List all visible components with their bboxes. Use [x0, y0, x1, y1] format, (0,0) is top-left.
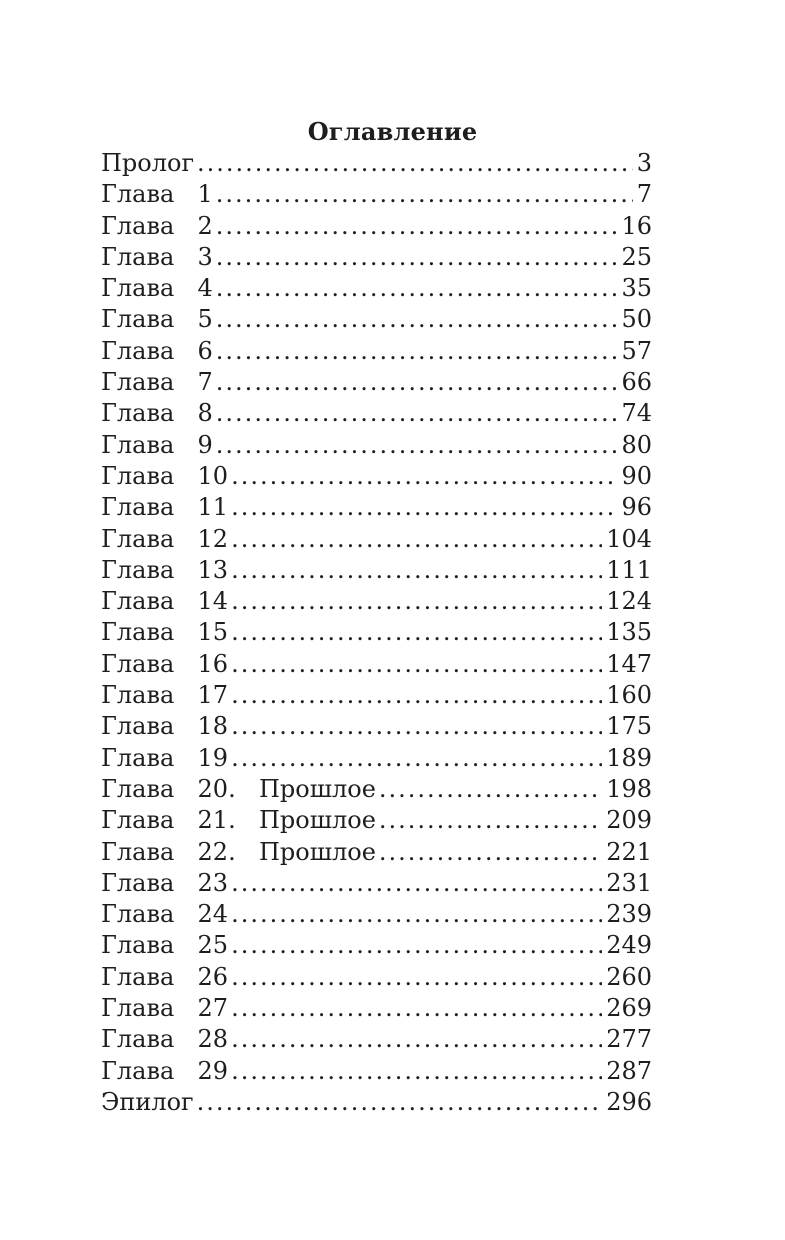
toc-entry-page-number: 57 [621, 336, 652, 365]
toc-entry-page-number: 90 [621, 461, 652, 490]
toc-entry [101, 743, 652, 774]
toc-entry-page-number: 124 [606, 587, 652, 616]
dot-leader [197, 148, 633, 179]
toc-entry [101, 1087, 652, 1118]
toc-entry-page-number: 160 [606, 681, 652, 710]
toc-entry-title: Глава 17 [101, 681, 229, 710]
toc-entry-page-number: 287 [606, 1056, 652, 1085]
dot-leader [231, 711, 602, 742]
toc-entry-page-number: 74 [621, 399, 652, 428]
toc-entry-page-number: 80 [621, 430, 652, 459]
toc-entry-page-number: 249 [606, 931, 652, 960]
dot-leader [216, 211, 618, 242]
toc-entry-title: Глава 16 [101, 649, 229, 678]
toc-entry [101, 336, 652, 367]
toc-entry-title: Глава 6 [101, 336, 213, 365]
dot-leader [231, 492, 617, 523]
toc-entry [101, 774, 652, 805]
toc-entry-page-number: 175 [606, 712, 652, 741]
toc-entry-title: Глава 2 [101, 211, 213, 240]
dot-leader [216, 336, 618, 367]
dot-leader [216, 430, 618, 461]
dot-leader [216, 242, 618, 273]
toc-entry-page-number: 135 [606, 618, 652, 647]
dot-leader [231, 649, 602, 680]
toc-heading: Оглавление [307, 117, 478, 146]
toc-entry [101, 649, 652, 680]
toc-entry-title: Глава 29 [101, 1056, 229, 1085]
toc-entry-title: Глава 25 [101, 931, 229, 960]
toc-entry-title: Глава 7 [101, 368, 213, 397]
toc-entry-page-number: 7 [636, 180, 652, 209]
toc-entry-title: Глава 28 [101, 1025, 229, 1054]
toc-entry [101, 586, 652, 617]
dot-leader [231, 743, 602, 774]
toc-entry-title: Глава 20. Прошлое [101, 774, 376, 803]
toc-entry-title: Глава 24 [101, 900, 229, 929]
toc-entry [101, 1024, 652, 1055]
toc-entry-title: Глава 11 [101, 493, 229, 522]
toc-entry-page-number: 198 [606, 774, 652, 803]
toc-entry [101, 524, 652, 555]
toc-entry-page-number: 111 [606, 555, 652, 584]
toc-entry-title: Глава 1 [101, 180, 213, 209]
dot-leader [216, 398, 618, 429]
toc-entry-page-number: 239 [606, 900, 652, 929]
toc-entry [101, 273, 652, 304]
toc-entry-page-number: 25 [621, 242, 652, 271]
toc-entry-title: Глава 10 [101, 461, 229, 490]
dot-leader [231, 868, 602, 899]
toc-entry-title: Глава 5 [101, 305, 213, 334]
toc-entry [101, 993, 652, 1024]
table-of-contents [101, 148, 652, 1118]
toc-entry-title: Глава 3 [101, 242, 213, 271]
toc-entry [101, 837, 652, 868]
dot-leader [231, 899, 602, 930]
dot-leader [231, 555, 602, 586]
toc-entry-page-number: 35 [621, 274, 652, 303]
dot-leader [231, 524, 602, 555]
toc-entry-page-number: 147 [606, 649, 652, 678]
toc-entry-page-number: 3 [636, 149, 652, 177]
toc-entry-title: Глава 8 [101, 399, 213, 428]
toc-entry [101, 899, 652, 930]
toc-entry [101, 680, 652, 711]
toc-entry-page-number: 16 [621, 211, 652, 240]
toc-entry [101, 962, 652, 993]
toc-entry [101, 492, 652, 523]
toc-entry-title: Глава 4 [101, 274, 213, 303]
dot-leader [216, 273, 618, 304]
dot-leader [231, 962, 602, 993]
dot-leader [231, 680, 602, 711]
toc-entry-title: Глава 27 [101, 994, 229, 1023]
toc-entry [101, 555, 652, 586]
toc-entry-title: Глава 13 [101, 555, 229, 584]
dot-leader [216, 367, 618, 398]
dot-leader [216, 304, 618, 335]
toc-entry-page-number: 104 [606, 524, 652, 553]
dot-leader [379, 805, 602, 836]
toc-entry [101, 242, 652, 273]
toc-entry [101, 1056, 652, 1087]
toc-entry-title: Глава 12 [101, 524, 229, 553]
toc-entry [101, 211, 652, 242]
toc-entry-page-number: 231 [606, 868, 652, 897]
dot-leader [379, 774, 602, 805]
toc-entry-page-number: 50 [621, 305, 652, 334]
toc-entry-title: Глава 21. Прошлое [101, 806, 376, 835]
toc-entry [101, 617, 652, 648]
dot-leader [197, 1087, 603, 1118]
toc-entry-title: Глава 19 [101, 743, 229, 772]
dot-leader [231, 586, 602, 617]
toc-entry-page-number: 296 [606, 1087, 652, 1116]
dot-leader [231, 617, 602, 648]
toc-entry-title: Эпилог [101, 1087, 194, 1116]
toc-entry [101, 367, 652, 398]
dot-leader [231, 993, 602, 1024]
dot-leader [231, 1024, 602, 1055]
dot-leader [231, 461, 617, 492]
toc-entry-title: Глава 18 [101, 712, 229, 741]
toc-entry-page-number: 260 [606, 962, 652, 991]
toc-entry-title: Пролог [101, 149, 195, 177]
toc-entry [101, 179, 652, 210]
toc-entry-page-number: 209 [606, 806, 652, 835]
dot-leader [231, 930, 602, 961]
toc-entry-page-number: 277 [606, 1025, 652, 1054]
dot-leader [216, 179, 633, 210]
toc-entry-page-number: 96 [621, 493, 652, 522]
toc-entry [101, 304, 652, 335]
toc-entry [101, 430, 652, 461]
toc-entry [101, 868, 652, 899]
toc-entry-title: Глава 14 [101, 587, 229, 616]
dot-leader [231, 1056, 602, 1087]
toc-entry [101, 930, 652, 961]
toc-entry-page-number: 66 [621, 368, 652, 397]
toc-entry-title: Глава 9 [101, 430, 213, 459]
toc-entry [101, 148, 652, 179]
toc-entry-title: Глава 22. Прошлое [101, 837, 376, 866]
toc-entry [101, 461, 652, 492]
toc-entry-page-number: 221 [606, 837, 652, 866]
toc-entry [101, 398, 652, 429]
toc-entry-title: Глава 23 [101, 868, 229, 897]
toc-entry [101, 805, 652, 836]
toc-entry [101, 711, 652, 742]
toc-entry-title: Глава 26 [101, 962, 229, 991]
toc-entry-title: Глава 15 [101, 618, 229, 647]
toc-entry-page-number: 189 [606, 743, 652, 772]
toc-entry-page-number: 269 [606, 994, 652, 1023]
dot-leader [379, 837, 602, 868]
